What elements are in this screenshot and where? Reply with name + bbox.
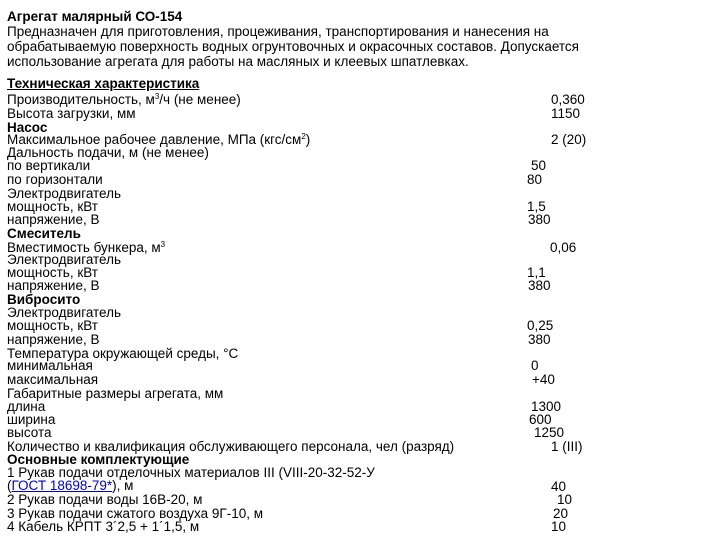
- vertical-value: 50: [531, 158, 547, 173]
- item4-label: 4 Кабель КРПТ 3´2,5 + 1´1,5, м: [7, 519, 200, 534]
- width-label: ширина: [7, 412, 56, 427]
- item1-label: 1 Рукав подачи отделочных материалов III (VIII-20-32-52-У: [7, 465, 375, 480]
- pump-power-value: 1,5: [527, 199, 546, 214]
- gost-link[interactable]: ГОСТ 18698-79*: [11, 478, 113, 493]
- pump-power-label: мощность, кВт: [7, 199, 98, 214]
- sieve-heading: Вибросито: [7, 292, 81, 307]
- intro-line-3: использование агрегата для работы на масляных и клеевых шпатлевках.: [7, 54, 469, 69]
- length-label: длина: [7, 399, 46, 414]
- temp-max-label: максимальная: [7, 372, 99, 387]
- sieve-voltage-value: 380: [528, 332, 551, 347]
- height-value: 1250: [534, 425, 565, 440]
- hopper-value: 0,06: [550, 240, 577, 255]
- height-label: высота: [7, 425, 52, 440]
- pump-voltage-label: напряжение, В: [7, 212, 100, 227]
- temp-min-label: минимальная: [7, 358, 93, 373]
- horizontal-value: 80: [527, 172, 543, 187]
- mixer-voltage-value: 380: [528, 278, 551, 293]
- max-pressure-value: 2 (20): [551, 132, 587, 147]
- item2-value: 10: [557, 492, 573, 507]
- equipment-heading: Основные комплектующие: [7, 452, 190, 467]
- sieve-power-label: мощность, кВт: [7, 318, 98, 333]
- productivity-value: 0,360: [551, 92, 585, 107]
- sieve-motor-label: Электродвигатель: [7, 305, 122, 320]
- productivity-label: Производительность, $м^3/ч$ (не менее): [7, 92, 241, 107]
- sieve-power-value: 0,25: [527, 318, 554, 333]
- load-height-value: 1150: [551, 106, 581, 121]
- hopper-label: Вместимость бункера, $м^3$: [7, 240, 166, 255]
- intro-line-1: Предназначен для приготовления, процеживания, транспортирования и нанесения на: [7, 24, 549, 39]
- mixer-power-value: 1,1: [527, 265, 546, 280]
- item3-value: 20: [553, 506, 569, 521]
- staff-value: 1 (III): [551, 439, 583, 454]
- dimensions-label: Габаритные размеры агрегата, мм: [7, 386, 224, 401]
- feed-range-label: Дальность подачи, м (не менее): [7, 145, 209, 160]
- max-pressure-label: Максимальное рабочее давление, МПа $(кгс/см^2)$: [7, 132, 311, 147]
- intro-line-2: обрабатываемую поверхность водных огрунтовочных и окрасочных составов. Допускается: [7, 39, 579, 54]
- pump-motor-label: Электродвигатель: [7, 186, 122, 201]
- item3-label: 3 Рукав подачи сжатого воздуха 9Г-10, м: [7, 506, 264, 521]
- sieve-voltage-label: напряжение, В: [7, 332, 100, 347]
- mixer-heading: Смеситель: [7, 226, 81, 241]
- ambient-temp-label: Температура окружающей среды, °С: [7, 346, 239, 361]
- temp-max-value: +40: [532, 372, 555, 387]
- vertical-label: по вертикали: [7, 158, 91, 173]
- pump-heading: Насос: [7, 120, 48, 135]
- item1-value: 40: [551, 479, 567, 494]
- tech-heading: Техническая характеристика: [7, 76, 200, 91]
- mixer-voltage-label: напряжение, В: [7, 278, 100, 293]
- staff-label: Количество и квалификация обслуживающего персонала, чел (разряд): [7, 439, 455, 454]
- item1-continuation: (ГОСТ 18698-79*), м: [7, 478, 134, 493]
- mixer-power-label: мощность, кВт: [7, 265, 98, 280]
- item4-value: 10: [551, 519, 567, 534]
- width-value: 600: [529, 412, 552, 427]
- mixer-motor-label: Электродвигатель: [7, 252, 122, 267]
- load-height-label: Высота загрузки, мм: [7, 106, 136, 121]
- item2-label: 2 Рукав подачи воды 16В-20, м: [7, 492, 203, 507]
- document-title: Агрегат малярный СО-154: [7, 9, 183, 24]
- temp-min-value: 0: [531, 358, 539, 373]
- horizontal-label: по горизонтали: [7, 172, 103, 187]
- length-value: 1300: [531, 399, 562, 414]
- pump-voltage-value: 380: [528, 212, 551, 227]
